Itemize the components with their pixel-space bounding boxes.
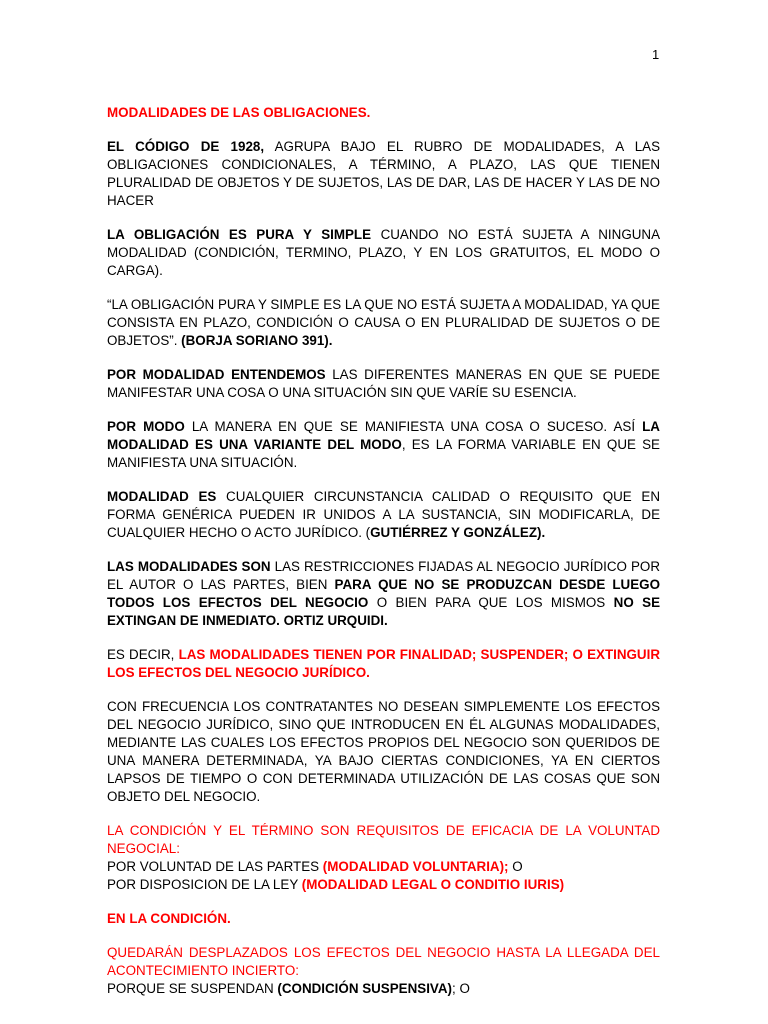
body-text: O — [508, 859, 523, 874]
bold-text: PARA QUE NO SE PRODUZCAN DESDE LUEGO TODOS LOS EFECTOS DEL NEGOCIO — [107, 577, 660, 610]
body-text: LAS DIFERENTES MANERAS EN QUE SE PUEDE MANIFESTAR UNA COSA O UNA SITUACIÓN SIN QUE VARÍE SU ESENCIA. — [107, 367, 660, 400]
highlight-text: QUEDARÁN DESPLAZADOS LOS EFECTOS DEL NEGOCIO HASTA LA LLEGADA DEL ACONTECIMIENTO INCIERTO: — [107, 945, 660, 978]
bold-text: LAS MODALIDADES SON — [107, 559, 271, 574]
document-title: MODALIDADES DE LAS OBLIGACIONES. — [107, 105, 371, 120]
body-text: AGRUPA BAJO EL RUBRO DE MODALIDADES, A LAS OBLIGACIONES CONDICIONALES, A TÉRMINO, A PLAZO, LAS QUE TIENEN PLURALIDAD DE OBJETOS Y DE SUJETOS, LAS DE DAR, LAS DE HACER Y LAS DE NO HACER — [107, 139, 660, 208]
body-text: ES DECIR, — [107, 647, 179, 662]
highlight-text: (MODALIDAD LEGAL O CONDITIO IURIS) — [301, 877, 565, 892]
body-text: POR DISPOSICION DE LA LEY — [107, 877, 302, 892]
paragraph-obligacion-pura — [107, 226, 660, 280]
paragraph-es-decir — [107, 646, 660, 682]
bold-text: LA OBLIGACIÓN ES PURA Y SIMPLE — [107, 227, 372, 242]
paragraph-quote-borja — [107, 296, 660, 350]
bold-text: (CONDICIÓN SUSPENSIVA) — [277, 981, 452, 996]
paragraph-modalidades-son — [107, 558, 660, 630]
bold-text: POR MODALIDAD ENTENDEMOS — [107, 367, 326, 382]
paragraph-contratantes — [107, 698, 660, 806]
bold-text: EL CÓDIGO DE 1928, — [107, 139, 265, 154]
body-text: PORQUE SE SUSPENDAN — [107, 981, 278, 996]
bold-text: POR MODO — [107, 419, 185, 434]
body-text: O BIEN PARA QUE LOS MISMOS — [368, 595, 614, 610]
bold-text: MODALIDAD ES — [107, 489, 217, 504]
body-text: , ES LA FORMA VARIABLE EN QUE SE MANIFIESTA UNA SITUACIÓN. — [107, 437, 660, 470]
paragraph-modalidad-def — [107, 366, 660, 402]
page-number: 1 — [652, 47, 660, 62]
highlight-text: LA CONDICIÓN Y EL TÉRMINO SON REQUISITOS DE EFICACIA DE LA VOLUNTAD NEGOCIAL: — [107, 823, 660, 856]
section-heading-condicion: EN LA CONDICIÓN. — [107, 911, 231, 926]
paragraph-por-modo — [107, 418, 660, 472]
citation: GUTIÉRREZ Y GONZÁLEZ). — [370, 525, 546, 540]
highlight-text: LAS MODALIDADES TIENEN POR FINALIDAD; SUSPENDER; O EXTINGUIR LOS EFECTOS DEL NEGOCIO JURÍDICO. — [107, 647, 660, 680]
body-text: LA MANERA EN QUE SE MANIFIESTA UNA COSA O SUCESO. ASÍ — [184, 419, 643, 434]
body-text: “LA OBLIGACIÓN PURA Y SIMPLE ES LA QUE NO ESTÁ SUJETA A MODALIDAD, YA QUE CONSISTA EN PLAZO, CONDICIÓN O CAUSA O EN PLURALIDAD DE SUJETOS O DE OBJETOS”. — [107, 297, 660, 348]
list-line — [107, 876, 660, 894]
paragraph-condicion-termino — [107, 822, 660, 894]
list-line — [107, 980, 660, 998]
bold-text: LA MODALIDAD ES UNA VARIANTE DEL MODO — [107, 419, 660, 452]
body-text: CUALQUIER CIRCUNSTANCIA CALIDAD O REQUISITO QUE EN FORMA GENÉRICA PUEDEN IR UNIDOS A LA SUSTANCIA, SIN MODIFICARLA, DE CUALQUIER HECHO O ACTO JURÍDICO. ( — [107, 489, 660, 540]
body-text: CON FRECUENCIA LOS CONTRATANTES NO DESEAN SIMPLEMENTE LOS EFECTOS DEL NEGOCIO JURÍDICO, SINO QUE INTRODUCEN EN ÉL ALGUNAS MODALIDADES, MEDIANTE LAS CUALES LOS EFECTOS PROPIOS DEL NEGOCIO SON QUERIDOS DE UNA MANERA DETERMINADA, YA BAJO CIERTAS CONDICIONES, YA EN CIERTOS LAPSOS DE TIEMPO O CON DETERMINADA UTILIZACIÓN DE LAS COSAS QUE SON OBJETO DEL NEGOCIO. — [107, 699, 660, 804]
body-text: LAS RESTRICCIONES FIJADAS AL NEGOCIO JURÍDICO POR EL AUTOR O LAS PARTES, BIEN — [107, 559, 660, 592]
body-text: POR VOLUNTAD DE LAS PARTES — [107, 859, 323, 874]
body-text: ; O — [452, 981, 470, 996]
bold-text: NO SE EXTINGAN DE INMEDIATO. ORTIZ URQUIDI. — [107, 595, 661, 628]
highlight-text: (MODALIDAD VOLUNTARIA); — [322, 859, 509, 874]
paragraph-modalidad-es — [107, 488, 660, 542]
document-body — [107, 104, 660, 1014]
list-line — [107, 858, 660, 876]
body-text: CUANDO NO ESTÁ SUJETA A NINGUNA MODALIDAD (CONDICIÓN, TERMINO, PLAZO, Y EN LOS GRATUITOS, EL MODO O CARGA). — [107, 227, 661, 278]
citation: (BORJA SORIANO 391). — [181, 333, 333, 348]
paragraph-desplazados — [107, 944, 660, 998]
paragraph-codigo-1928 — [107, 138, 660, 210]
